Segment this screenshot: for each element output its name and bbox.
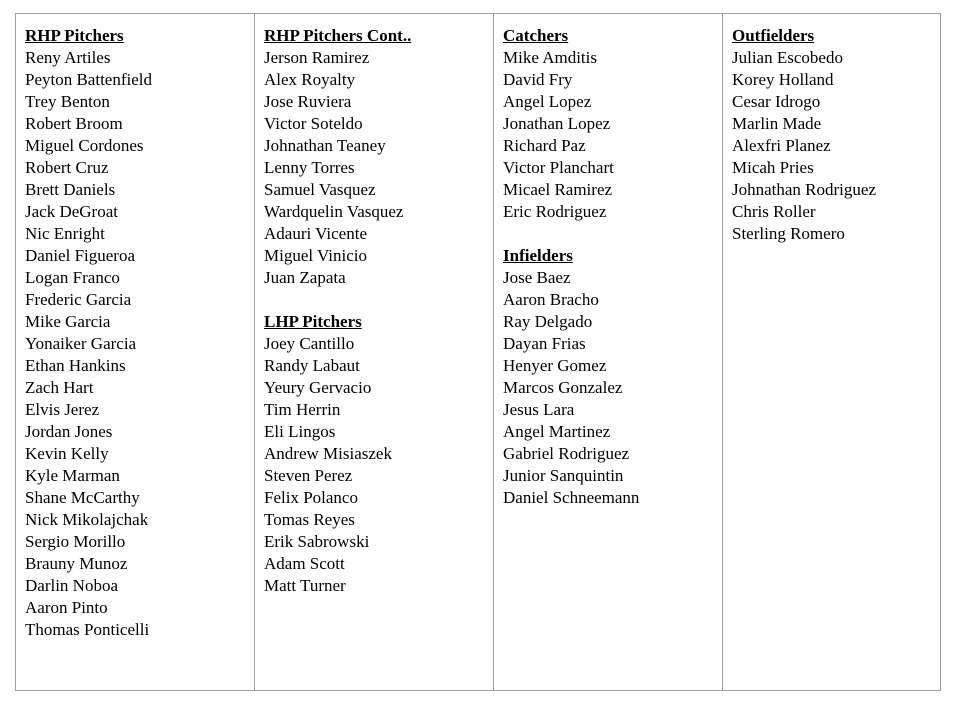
player-name: Henyer Gomez xyxy=(503,356,607,375)
player-name: Matt Turner xyxy=(264,576,346,595)
player-name: Angel Lopez xyxy=(503,92,592,111)
roster-column-3 xyxy=(494,14,723,690)
roster-column-4 xyxy=(723,14,940,690)
player-name: Lenny Torres xyxy=(264,158,355,177)
roster-section xyxy=(732,25,940,245)
position-heading: RHP Pitchers xyxy=(25,26,124,45)
roster-table xyxy=(15,13,941,691)
player-name: Andrew Misiaszek xyxy=(264,444,392,463)
player-list xyxy=(503,47,722,223)
player-name: Ethan Hankins xyxy=(25,356,126,375)
player-name: Angel Martinez xyxy=(503,422,611,441)
player-name: Dayan Frias xyxy=(503,334,586,353)
player-name: Adam Scott xyxy=(264,554,345,573)
player-name: Alexfri Planez xyxy=(732,136,831,155)
roster-section xyxy=(264,311,493,597)
player-name: Daniel Figueroa xyxy=(25,246,135,265)
player-list xyxy=(503,267,722,509)
player-name: Zach Hart xyxy=(25,378,94,397)
player-name: Korey Holland xyxy=(732,70,834,89)
player-name: Yeury Gervacio xyxy=(264,378,372,397)
player-name: Alex Royalty xyxy=(264,70,356,89)
player-name: Junior Sanquintin xyxy=(503,466,624,485)
player-name: Jordan Jones xyxy=(25,422,113,441)
player-name: Steven Perez xyxy=(264,466,353,485)
player-name: Adauri Vicente xyxy=(264,224,367,243)
player-name: Victor Planchart xyxy=(503,158,614,177)
player-name: Elvis Jerez xyxy=(25,400,100,419)
player-name: David Fry xyxy=(503,70,573,89)
player-name: Daniel Schneemann xyxy=(503,488,640,507)
player-name: Felix Polanco xyxy=(264,488,358,507)
player-name: Robert Broom xyxy=(25,114,123,133)
player-name: Randy Labaut xyxy=(264,356,360,375)
player-name: Peyton Battenfield xyxy=(25,70,153,89)
player-name: Mike Garcia xyxy=(25,312,111,331)
roster-column-1 xyxy=(16,14,255,690)
player-name: Micael Ramirez xyxy=(503,180,613,199)
player-list xyxy=(732,47,940,245)
position-heading: LHP Pitchers xyxy=(264,312,362,331)
player-name: Jerson Ramirez xyxy=(264,48,370,67)
player-name: Ray Delgado xyxy=(503,312,593,331)
player-name: Frederic Garcia xyxy=(25,290,132,309)
player-name: Marcos Gonzalez xyxy=(503,378,623,397)
player-name: Tomas Reyes xyxy=(264,510,355,529)
player-name: Kevin Kelly xyxy=(25,444,109,463)
player-name: Sterling Romero xyxy=(732,224,845,243)
player-name: Wardquelin Vasquez xyxy=(264,202,404,221)
player-list xyxy=(264,47,493,289)
player-name: Aaron Pinto xyxy=(25,598,108,617)
roster-section xyxy=(503,25,722,223)
player-name: Cesar Idrogo xyxy=(732,92,821,111)
player-name: Marlin Made xyxy=(732,114,822,133)
position-heading: Catchers xyxy=(503,26,569,45)
player-name: Thomas Ponticelli xyxy=(25,620,150,639)
player-name: Kyle Marman xyxy=(25,466,120,485)
roster-column-2 xyxy=(255,14,494,690)
roster-section xyxy=(25,25,254,641)
player-name: Chris Roller xyxy=(732,202,816,221)
player-name: Brauny Munoz xyxy=(25,554,128,573)
player-name: Tim Herrin xyxy=(264,400,341,419)
player-name: Miguel Cordones xyxy=(25,136,144,155)
player-name: Shane McCarthy xyxy=(25,488,140,507)
player-name: Aaron Bracho xyxy=(503,290,599,309)
player-name: Johnathan Rodriguez xyxy=(732,180,876,199)
player-name: Jack DeGroat xyxy=(25,202,118,221)
player-name: Logan Franco xyxy=(25,268,120,287)
player-name: Victor Soteldo xyxy=(264,114,363,133)
player-name: Samuel Vasquez xyxy=(264,180,376,199)
roster-section xyxy=(503,245,722,509)
player-name: Yonaiker Garcia xyxy=(25,334,137,353)
roster-section xyxy=(264,25,493,289)
player-name: Jonathan Lopez xyxy=(503,114,611,133)
player-name: Sergio Morillo xyxy=(25,532,126,551)
player-list xyxy=(264,333,493,597)
position-heading: Infielders xyxy=(503,246,573,265)
player-name: Darlin Noboa xyxy=(25,576,119,595)
player-name: Nic Enright xyxy=(25,224,105,243)
position-heading: RHP Pitchers Cont.. xyxy=(264,26,412,45)
player-name: Micah Pries xyxy=(732,158,814,177)
player-name: Jose Baez xyxy=(503,268,571,287)
player-name: Brett Daniels xyxy=(25,180,116,199)
player-name: Reny Artiles xyxy=(25,48,111,67)
player-name: Joey Cantillo xyxy=(264,334,355,353)
player-name: Mike Amditis xyxy=(503,48,597,67)
player-name: Nick Mikolajchak xyxy=(25,510,149,529)
player-name: Gabriel Rodriguez xyxy=(503,444,630,463)
player-name: Eli Lingos xyxy=(264,422,336,441)
player-name: Eric Rodriguez xyxy=(503,202,607,221)
player-name: Robert Cruz xyxy=(25,158,109,177)
player-name: Richard Paz xyxy=(503,136,586,155)
player-name: Erik Sabrowski xyxy=(264,532,370,551)
player-name: Julian Escobedo xyxy=(732,48,843,67)
player-list xyxy=(25,47,254,641)
player-name: Juan Zapata xyxy=(264,268,346,287)
player-name: Jesus Lara xyxy=(503,400,575,419)
player-name: Johnathan Teaney xyxy=(264,136,386,155)
player-name: Jose Ruviera xyxy=(264,92,352,111)
player-name: Miguel Vinicio xyxy=(264,246,368,265)
position-heading: Outfielders xyxy=(732,26,815,45)
player-name: Trey Benton xyxy=(25,92,110,111)
